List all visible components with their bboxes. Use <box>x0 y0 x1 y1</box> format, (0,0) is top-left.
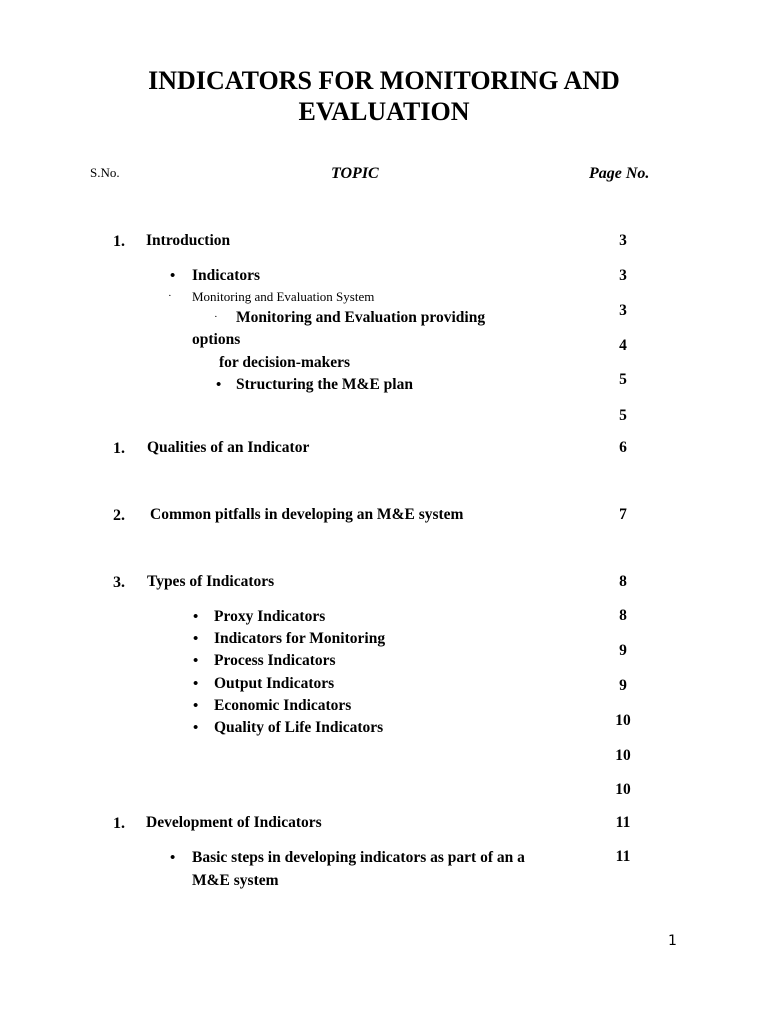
page-number: 9 <box>619 677 627 694</box>
document-title-line-1: INDICATORS FOR MONITORING AND <box>148 66 620 95</box>
footer-page-number: 1 <box>668 933 677 949</box>
section-title-pitfalls: Common pitfalls in developing an M&E system <box>150 506 464 523</box>
section-title-introduction: Introduction <box>146 232 231 249</box>
bullet-icon: • <box>170 268 176 284</box>
section-number: 1. <box>113 440 125 457</box>
bullet-icon: • <box>193 631 199 647</box>
item-me-options-line-3: for decision-makers <box>219 354 351 371</box>
page-number: 10 <box>615 781 631 798</box>
item-economic-indicators: Economic Indicators <box>214 697 352 714</box>
section-title-qualities: Qualities of an Indicator <box>147 439 310 456</box>
section-number: 2. <box>113 507 125 524</box>
item-indicators-for-monitoring: Indicators for Monitoring <box>214 630 386 647</box>
page-number: 10 <box>615 712 631 729</box>
bullet-icon: • <box>193 720 199 736</box>
section-number: 1. <box>113 233 125 250</box>
page-number: 5 <box>619 371 627 388</box>
bullet-icon: • <box>193 609 199 625</box>
page-number: 11 <box>615 848 631 865</box>
item-me-options-line-2: options <box>192 331 241 348</box>
document-title-line-2: EVALUATION <box>298 97 470 126</box>
item-quality-of-life-indicators: Quality of Life Indicators <box>214 719 384 736</box>
small-bullet-icon: · <box>214 311 218 323</box>
item-me-options-line-1: Monitoring and Evaluation providing <box>236 309 486 326</box>
page-number: 4 <box>619 337 627 354</box>
section-title-development: Development of Indicators <box>146 814 322 831</box>
section-title-types: Types of Indicators <box>147 573 275 590</box>
bullet-icon: • <box>193 653 199 669</box>
bullet-icon: • <box>193 698 199 714</box>
page-number: 3 <box>619 302 627 319</box>
page-number: 8 <box>619 573 627 590</box>
column-header-topic: TOPIC <box>331 165 379 182</box>
item-indicators: Indicators <box>192 267 261 284</box>
page-number: 7 <box>619 506 627 523</box>
column-header-sno: S.No. <box>90 165 120 180</box>
small-bullet-icon: · <box>168 290 172 302</box>
item-process-indicators: Process Indicators <box>214 652 336 669</box>
section-number: 3. <box>113 574 125 591</box>
page-number: 5 <box>619 407 627 424</box>
section-number: 1. <box>113 815 125 832</box>
column-header-page: Page No. <box>589 165 650 182</box>
item-me-system: Monitoring and Evaluation System <box>192 289 375 304</box>
bullet-icon: • <box>170 850 176 866</box>
item-basic-steps-line-1: Basic steps in developing indicators as part of an a <box>192 849 525 866</box>
page-number: 10 <box>615 747 631 764</box>
item-output-indicators: Output Indicators <box>214 675 335 692</box>
page-number: 11 <box>615 814 631 831</box>
page-number: 3 <box>619 232 627 249</box>
page-number: 3 <box>619 267 627 284</box>
page-number: 6 <box>619 439 627 456</box>
bullet-icon: • <box>193 676 199 692</box>
bullet-icon: • <box>216 377 222 393</box>
item-proxy-indicators: Proxy Indicators <box>214 608 326 625</box>
page-number: 9 <box>619 642 627 659</box>
item-structuring: Structuring the M&E plan <box>236 376 413 393</box>
item-basic-steps-line-2: M&E system <box>192 872 279 889</box>
page-number: 8 <box>619 607 627 624</box>
